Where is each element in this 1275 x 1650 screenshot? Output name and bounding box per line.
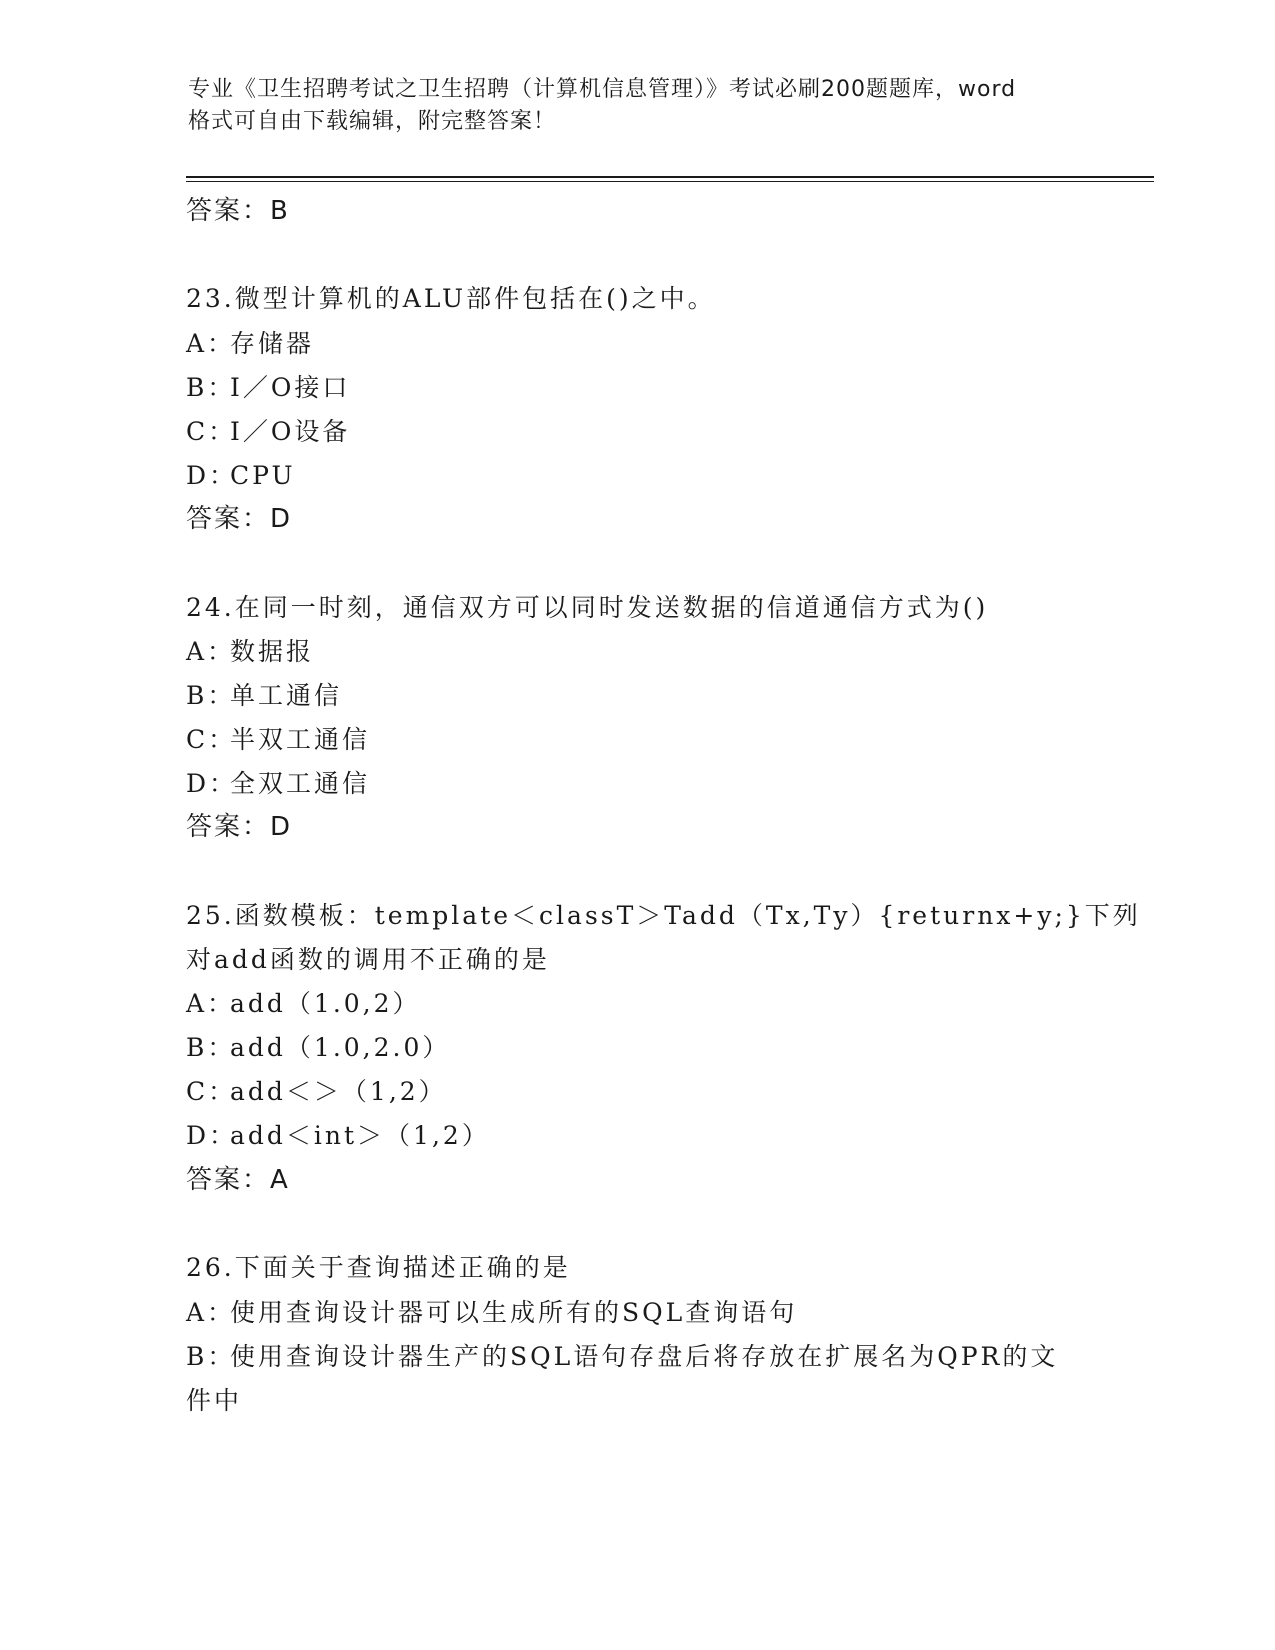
option-label: A：	[186, 637, 236, 666]
option-label: C：	[186, 725, 237, 754]
option-text: 数据报	[230, 637, 315, 666]
option-text: add＜int＞（1,2）	[230, 1121, 490, 1150]
option-text: 单工通信	[230, 681, 343, 710]
option-text: 全双工通信	[230, 769, 371, 798]
question-25-stem-cont: 对add函数的调用不正确的是	[186, 945, 550, 974]
question-24-option-d	[186, 769, 370, 799]
option-text: CPU	[230, 461, 296, 490]
option-label: A：	[186, 329, 236, 358]
option-text: add（1.0,2.0）	[230, 1033, 451, 1062]
question-24-option-c	[186, 725, 370, 755]
answer-label: 答案：	[186, 504, 271, 534]
answer-label: 答案：	[186, 812, 271, 842]
option-text: I／O接口	[230, 373, 351, 402]
option-label: D：	[186, 1121, 238, 1150]
question-26-option-b	[186, 1342, 1058, 1372]
option-text: 使用查询设计器生产的SQL语句存盘后将存放在扩展名为QPR的文	[230, 1342, 1059, 1371]
answer-label: 答案：	[186, 1165, 271, 1195]
option-label: B：	[186, 373, 236, 402]
header-line-2: 格式可自由下载编辑，附完整答案！	[188, 109, 557, 134]
option-label: B：	[186, 681, 236, 710]
answer-line-q22	[186, 196, 290, 226]
option-text: 存储器	[230, 329, 315, 358]
question-25-option-c	[186, 1077, 447, 1107]
question-23-stem: 23.微型计算机的ALU部件包括在()之中。	[186, 284, 716, 313]
question-26-option-a	[186, 1298, 797, 1328]
question-25-option-d	[186, 1121, 490, 1151]
option-label: B：	[186, 1033, 236, 1062]
question-23-option-b	[186, 373, 350, 403]
option-text: add＜＞（1,2）	[230, 1077, 447, 1106]
answer-value: A	[270, 1165, 290, 1195]
question-26-option-b-cont: 件中	[186, 1386, 243, 1415]
answer-value: D	[270, 812, 293, 842]
question-24-option-b	[186, 681, 342, 711]
question-24-option-a	[186, 637, 314, 667]
option-label: B：	[186, 1342, 236, 1371]
option-text: 使用查询设计器可以生成所有的SQL查询语句	[230, 1298, 798, 1327]
question-24-stem: 24.在同一时刻，通信双方可以同时发送数据的信道通信方式为()	[186, 593, 989, 622]
document-header	[188, 74, 1088, 138]
question-25-option-b	[186, 1033, 450, 1063]
option-label: A：	[186, 989, 236, 1018]
option-label: C：	[186, 1077, 237, 1106]
answer-value: B	[270, 196, 290, 226]
answer-line-q25	[186, 1165, 290, 1195]
question-23-option-c	[186, 417, 350, 447]
header-divider	[186, 176, 1154, 178]
option-label: D：	[186, 769, 238, 798]
header-line-1: 专业《卫生招聘考试之卫生招聘（计算机信息管理）》考试必刷200题题库，word	[188, 77, 1017, 102]
answer-value: D	[270, 504, 293, 534]
answer-line-q23	[186, 504, 292, 534]
question-25-stem: 25.函数模板：template＜classT＞Tadd（Tx,Ty）{returnx+y;}下列	[186, 901, 1141, 930]
answer-label: 答案：	[186, 196, 271, 226]
header-divider-thin	[186, 181, 1154, 182]
question-26-stem: 26.下面关于查询描述正确的是	[186, 1253, 571, 1282]
question-23-option-d	[186, 461, 296, 491]
question-25-option-a	[186, 989, 421, 1019]
option-label: D：	[186, 461, 238, 490]
option-text: add（1.0,2）	[230, 989, 421, 1018]
option-label: A：	[186, 1298, 236, 1327]
answer-line-q24	[186, 812, 292, 842]
option-label: C：	[186, 417, 237, 446]
option-text: 半双工通信	[230, 725, 371, 754]
option-text: I／O设备	[230, 417, 351, 446]
question-23-option-a	[186, 329, 314, 359]
